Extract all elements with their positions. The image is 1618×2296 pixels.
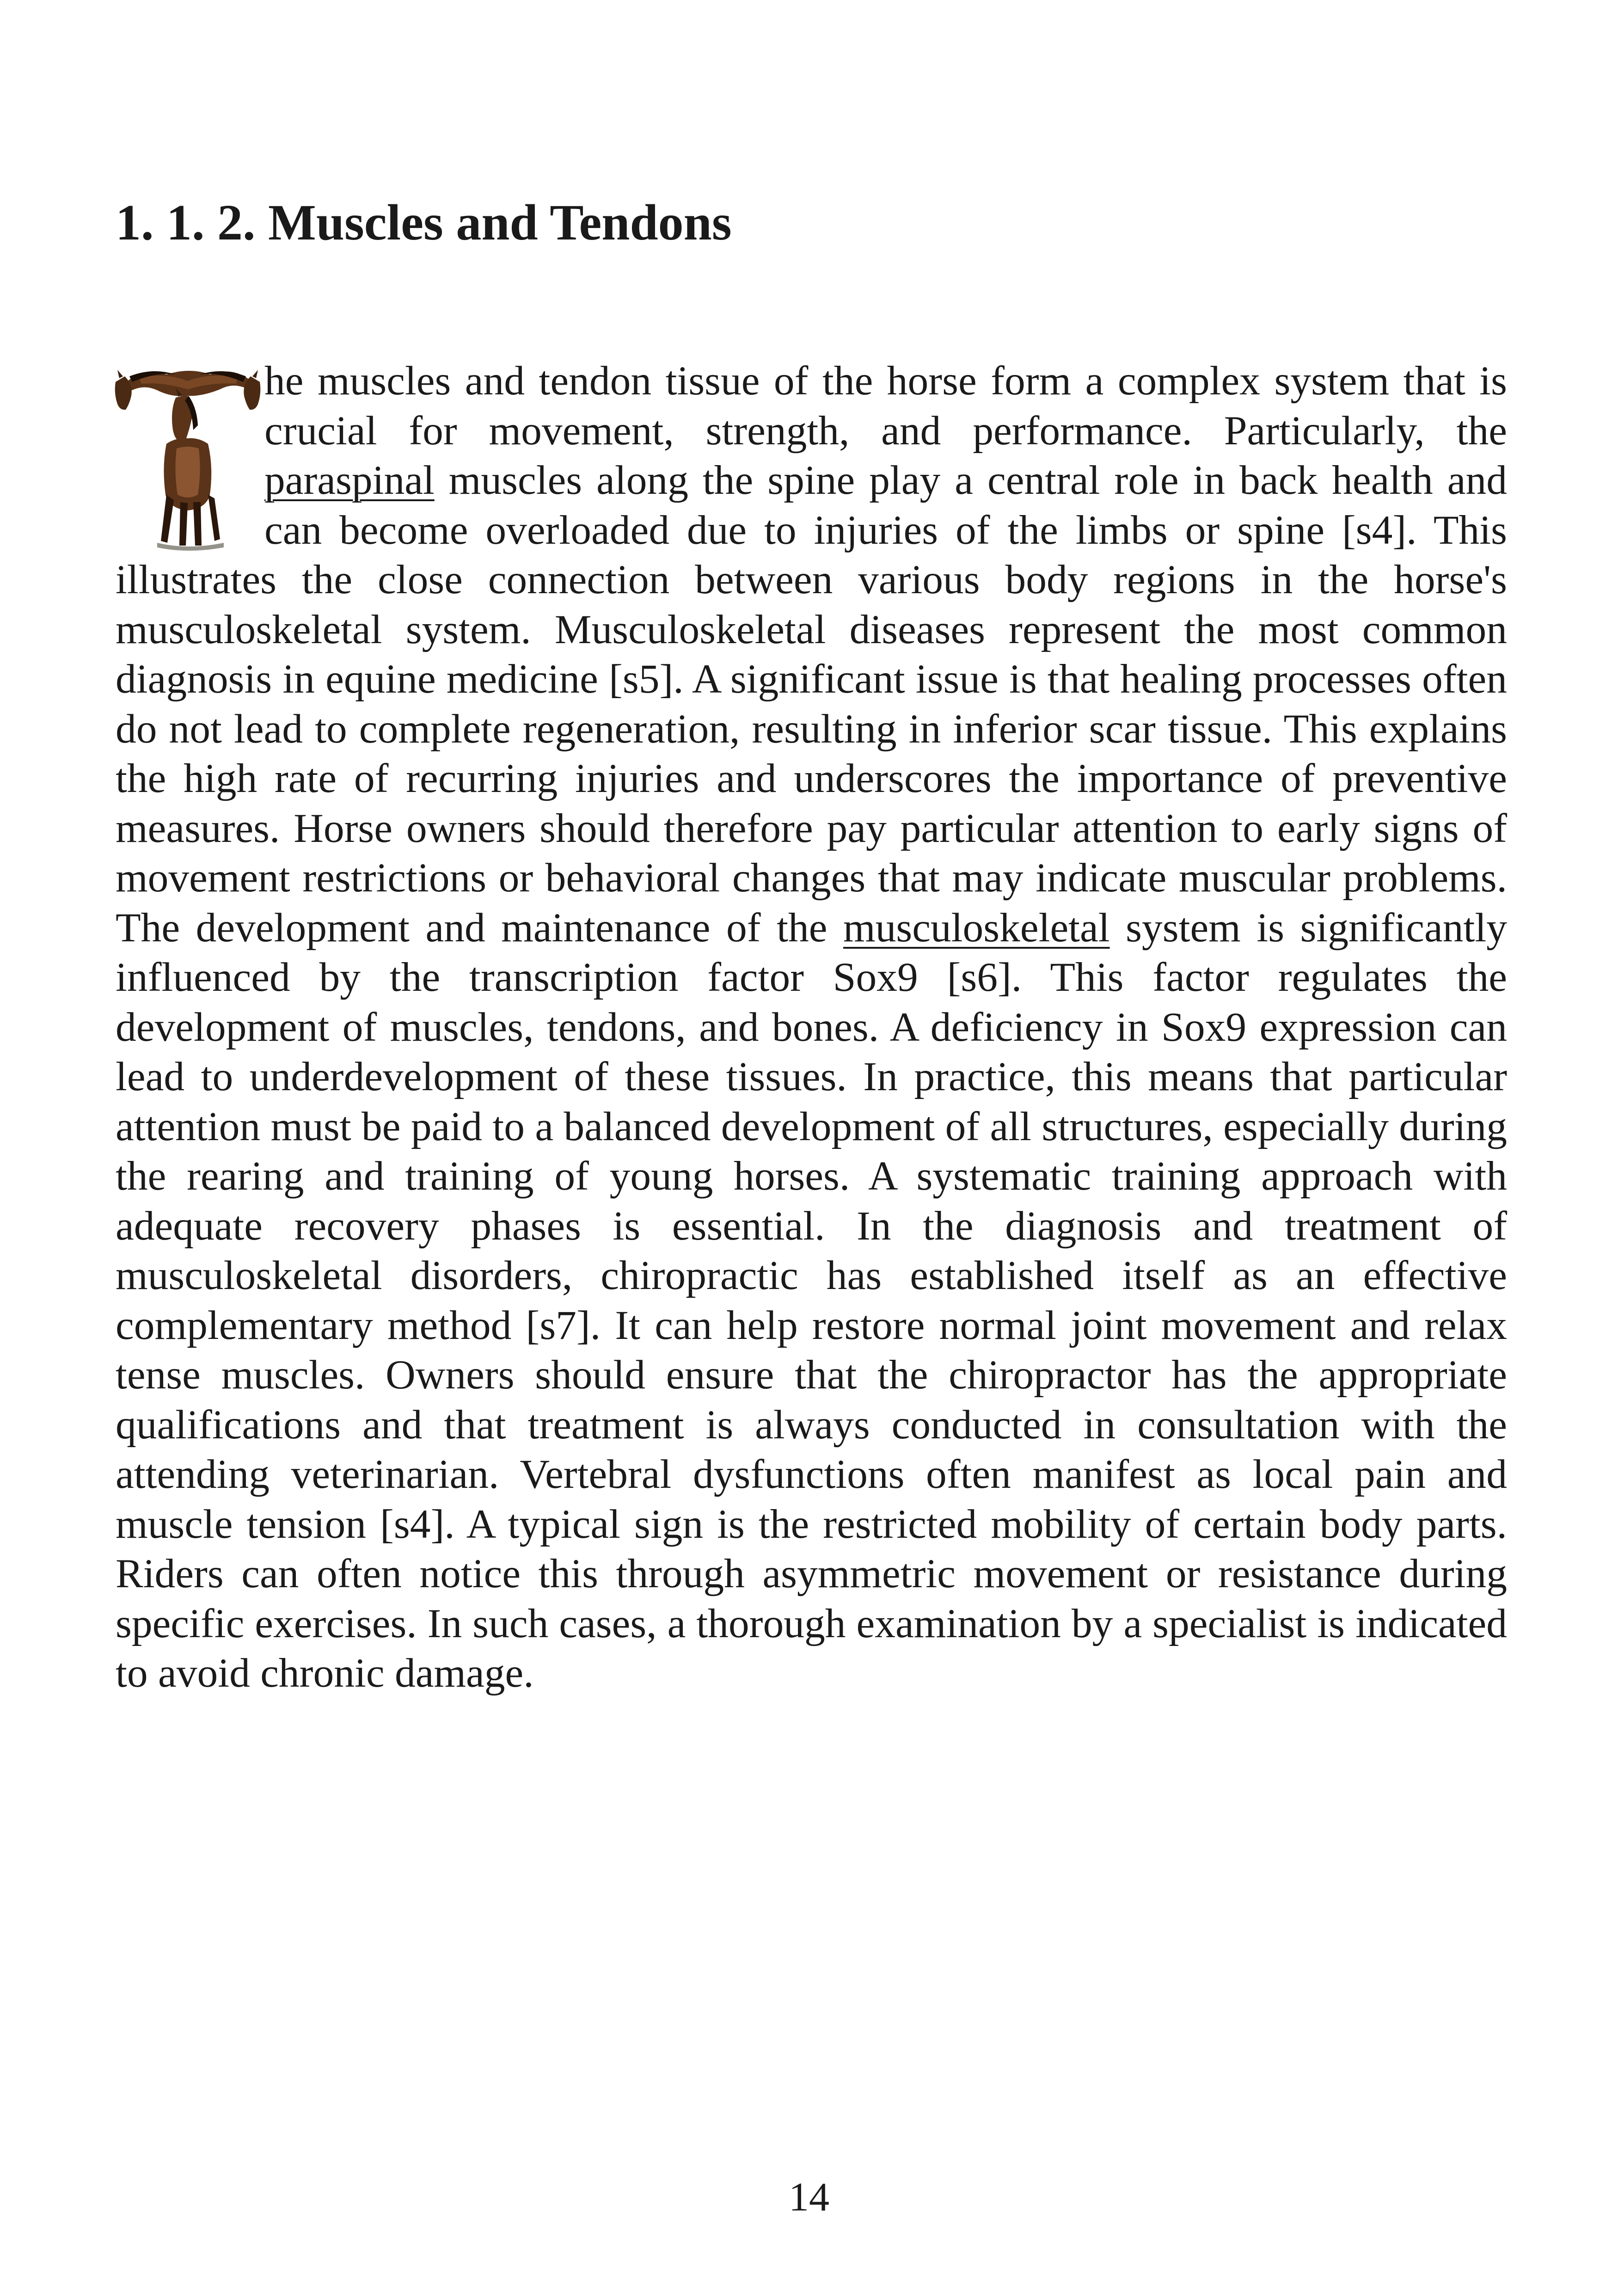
paraspinal-link[interactable]: paraspinal bbox=[264, 457, 435, 503]
section-heading: 1. 1. 2. Muscles and Tendons bbox=[116, 194, 732, 251]
paragraph-text-segment: system is significantly influenced by the transcription factor Sox9 [s6]. This factor regulates the development of muscles, tendons, and bones. A deficiency in Sox9 expression can lead to underdevelopment of these tissues. In practice, this means that particular attention must be paid to a balanced development of all structures, especially during the rearing and training of young horses. A systematic training approach with adequate recovery phases is essential. In the diagnosis and treatment of musculoskeletal disorders, chiropractic has established itself as an effective complementary method [s7]. It can help restore normal joint movement and relax tense muscles. Owners should ensure that the chiropractor has the appropriate qualifications and that treatment is always conducted in consultation with the attending veterinarian. Vertebral dysfunctions often manifest as local pain and muscle tension [s4]. A typical sign is the restricted mobility of certain body parts. Riders can often notice this through asymmetric movement or resistance during specific exercises. In such cases, a thorough examination by a specialist is indicated to avoid chronic damage. bbox=[116, 904, 1507, 1696]
paragraph-text-segment: muscles along the spine play a central role in back health and can become overloaded due to injuries of the limbs or spine [s4]. This illustrates the close connection between various body regions in the horse's musculoskeletal system. Musculoskeletal diseases represent the most common diagnosis in equine medicine [s5]. A significant issue is that healing processes often do not lead to complete regeneration, resulting in inferior scar tissue. This explains the high rate of recurring injuries and underscores the importance of preventive measures. Horse owners should therefore pay particular attention to early signs of movement restrictions or behavioral changes that may indicate muscular problems. The development and maintenance of the bbox=[116, 457, 1507, 951]
body-paragraph bbox=[116, 356, 1507, 1698]
musculoskeletal-link[interactable]: musculoskeletal bbox=[843, 904, 1110, 951]
paragraph-text-segment: he muscles and tendon tissue of the horse form a complex system that is crucial for movement, strength, and performance. Particularly, the bbox=[264, 358, 1507, 454]
horse-drop-cap-icon bbox=[111, 356, 264, 555]
page-number: 14 bbox=[789, 2175, 829, 2220]
